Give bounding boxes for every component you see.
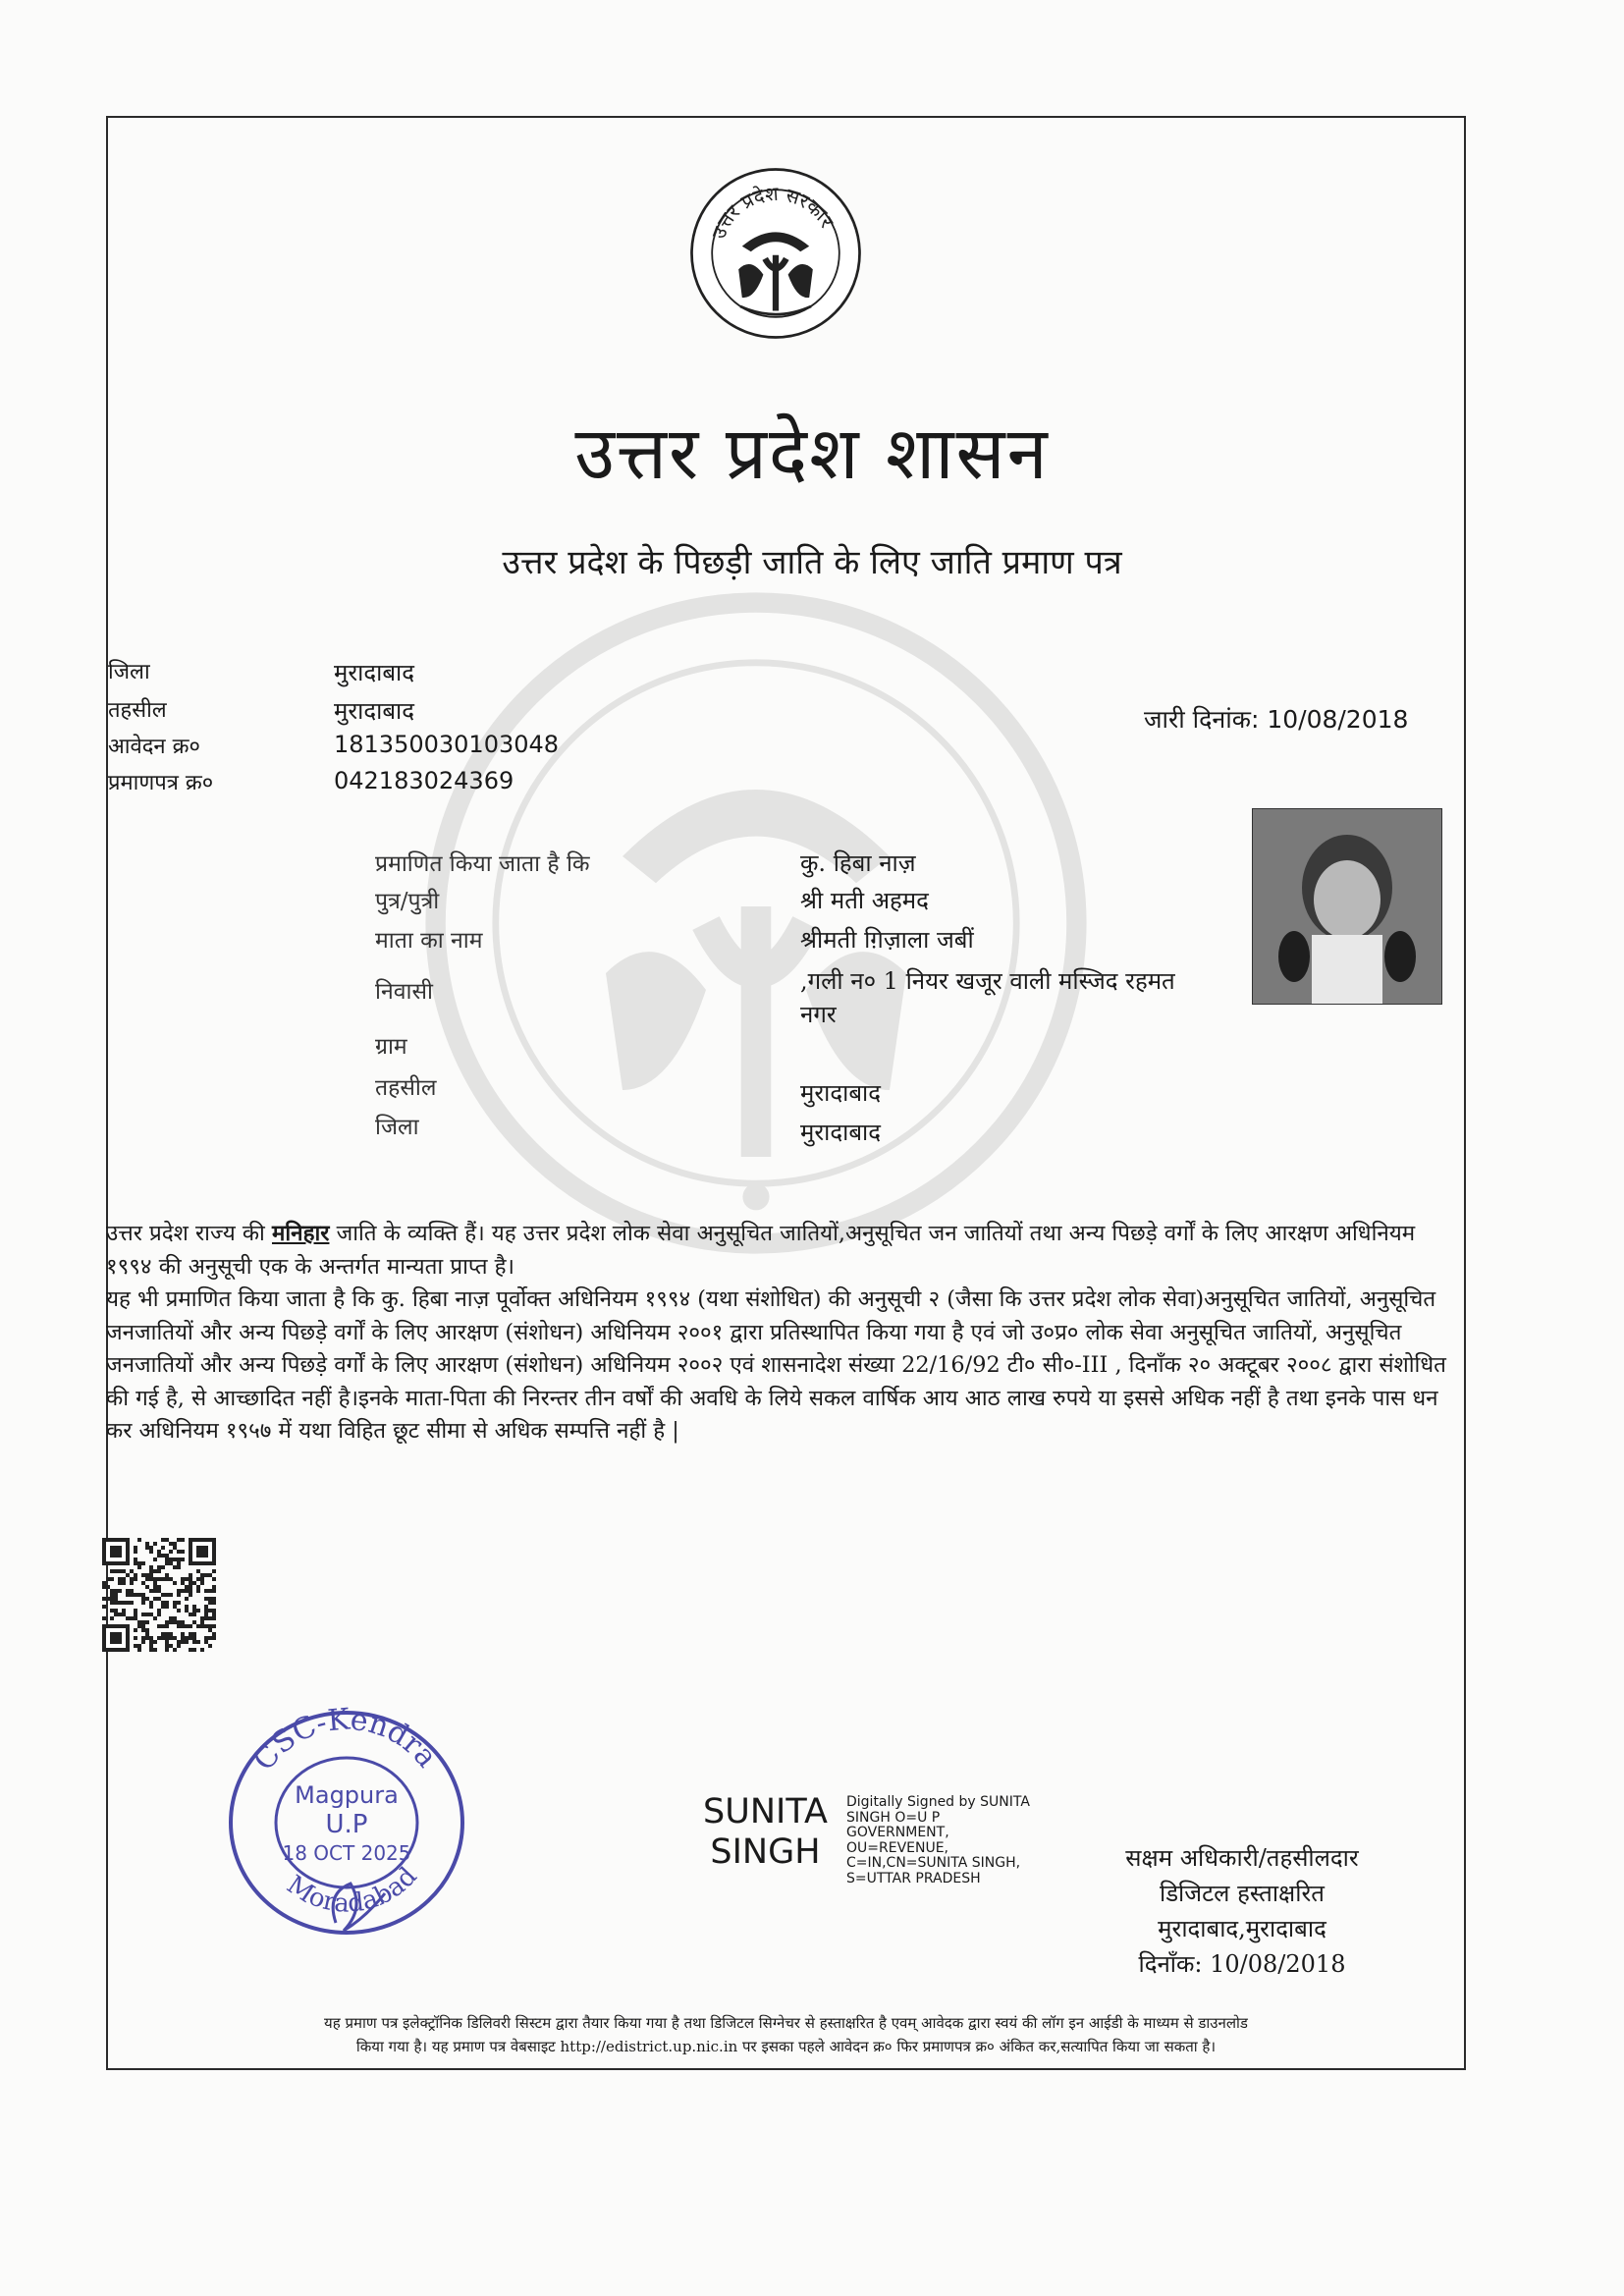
up-government-emblem-icon — [687, 165, 864, 342]
stamp-ring-bottom: Moradabad — [281, 1861, 423, 1919]
signer-name — [703, 1792, 828, 1873]
authority-digital-signed: डिजिटल हस्ताक्षरित — [1160, 1880, 1325, 1907]
field-tehsil-value: मुरादाबाद — [800, 1079, 882, 1107]
resident-address-line2: नगर — [800, 1001, 837, 1028]
sig-detail-line: GOVERNMENT, — [846, 1825, 949, 1840]
body-p1-rest: जाति के व्यक्ति हैं। यह उत्तर प्रदेश लोक सेवा अनुसूचित जातियों,अनुसूचित जन जातियों तथा अन्य पिछड़े वर्गों के लिए आरक्षण अधिनियम १९९४ की अनुसूची एक के अन्तर्गत मान्यता प्राप्त है। — [106, 1221, 1416, 1280]
qr-code-icon — [102, 1537, 216, 1653]
sig-detail-line: OU=REVENUE, — [846, 1839, 949, 1856]
resident-label: निवासी — [375, 979, 433, 1005]
caste-name: मनिहार — [271, 1221, 330, 1246]
page-title: उत्तर प्रदेश शासन — [574, 411, 1050, 496]
certified-name: कु. हिबा नाज़ — [800, 849, 916, 877]
csc-kendra-stamp-icon — [218, 1697, 475, 1941]
authority-designation: सक्षम अधिकारी/तहसीलदार — [1125, 1844, 1359, 1872]
stamp-line-3: 18 OCT 2025 — [282, 1841, 411, 1865]
village-label: ग्राम — [375, 1034, 407, 1060]
issuing-authority — [1075, 1840, 1409, 1982]
certificate-body — [106, 1218, 1461, 1449]
svg-text:CSC-Kendra — [246, 1702, 444, 1777]
authority-location: मुरादाबाद,मुरादाबाद — [1158, 1915, 1326, 1942]
stamp-line-2: U.P — [325, 1810, 368, 1839]
signer-name-line2: SINGH — [710, 1832, 821, 1872]
watermark-emblem-icon — [422, 589, 1090, 1257]
body-paragraph-1 — [106, 1218, 1461, 1284]
footer-note — [106, 2011, 1466, 2058]
application-number-label: आवेदन क्र० — [108, 735, 200, 759]
parent-name: श्री मती अहमद — [800, 887, 929, 914]
body-p1-start: उत्तर प्रदेश राज्य की — [106, 1221, 265, 1246]
authority-date: दिनाँक: 10/08/2018 — [1138, 1950, 1346, 1978]
mother-name: श्रीमती ग़िज़ाला जबीं — [800, 926, 974, 954]
sig-detail-line: SINGH O=U P — [846, 1809, 941, 1826]
stamp-line-1: Magpura — [295, 1781, 399, 1809]
footer-line-1: यह प्रमाण पत्र इलेक्ट्रॉनिक डिलिवरी सिस्टम द्वारा तैयार किया गया है तथा डिजिटल सिग्नेचर से हस्ताक्षरित है एवम् आवेदक द्वारा स्वयं की लॉग इन आईडी के माध्यम से डाउनलोड — [324, 2014, 1248, 2032]
applicant-photo — [1252, 808, 1442, 1005]
stamp-ring-top: CSC-Kendra — [246, 1702, 445, 1777]
tehsil-value: मुरादाबाद — [334, 697, 415, 725]
certified-label: प्रमाणित किया जाता है कि — [375, 851, 590, 877]
sig-detail-line: C=IN,CN=SUNITA SINGH, — [846, 1855, 1021, 1871]
sig-detail-line: Digitally Signed by SUNITA — [846, 1794, 1030, 1810]
field-tehsil-label: तहसील — [375, 1075, 437, 1101]
body-paragraph-2: यह भी प्रमाणित किया जाता है कि कु. हिबा नाज़ पूर्वोक्त अधिनियम १९९४ (यथा संशोधित) की अनुसूची २ (जैसा कि उत्तर प्रदेश लोक सेवा)अनुसूचित जातियों, अनुसूचित जनजातियों और अन्य पिछड़े वर्गों के लिए आरक्षण (संशोधन) अधिनियम २००१ द्वारा प्रतिस्थापित किया गया है एवं जो उ०प्र० लोक सेवा अनुसूचित जातियों, अनुसूचित जनजातियों और अन्य पिछड़े वर्गों के लिए आरक्षण (संशोधन) अधिनियम २००२ एवं शासनादेश संख्या 22/16/92 टी० सी०-III , दिनाँक २० अक्टूबर २००८ द्वारा संशोधित की गई है, से आच्छादित नहीं है।इनके माता-पिता की निरन्तर तीन वर्षों की अवधि के लिये सकल वार्षिक आय आठ लाख रुपये या इससे अधिक नहीं है तथा इनके पास धन कर अधिनियम १९५७ में यथा विहित छूट सीमा से अधिक सम्पत्ति नहीं है | — [106, 1286, 1446, 1444]
person-photo-icon — [1253, 809, 1441, 1004]
field-district-label: जिला — [375, 1115, 419, 1140]
svg-text:उत्तर प्रदेश सरकार: उत्तर प्रदेश सरकार — [707, 182, 839, 243]
resident-address-line1: ,गली न० 1 नियर खजूर वाली मस्जिद रहमत — [800, 967, 1175, 995]
parent-label: पुत्र/पुत्री — [375, 889, 440, 914]
certificate-number-label: प्रमाणपत्र क्र० — [108, 771, 214, 795]
footer-line-2: किया गया है। यह प्रमाण पत्र वेबसाइट http://edistrict.up.nic.in पर इसका पहले आवेदन क्र० फिर प्रमाणपत्र क्र० अंकित कर,सत्यापित किया जा सकता है। — [355, 2038, 1217, 2055]
signer-name-line1: SUNITA — [703, 1792, 828, 1831]
digital-signature-details — [846, 1795, 1062, 1886]
issue-date: जारी दिनांक: 10/08/2018 — [1144, 705, 1409, 734]
svg-text:Moradabad — [281, 1862, 422, 1919]
certificate-subtitle: उत्तर प्रदेश के पिछड़ी जाति के लिए जाति प्रमाण पत्र — [502, 543, 1122, 582]
district-label: जिला — [108, 660, 150, 684]
certificate-number-value: 042183024369 — [334, 767, 514, 794]
tehsil-label: तहसील — [108, 698, 167, 723]
mother-label: माता का नाम — [375, 928, 483, 954]
sig-detail-line: S=UTTAR PRADESH — [846, 1870, 981, 1886]
field-district-value: मुरादाबाद — [800, 1119, 882, 1146]
district-value: मुरादाबाद — [334, 659, 415, 686]
application-number-value: 181350030103048 — [334, 731, 560, 758]
